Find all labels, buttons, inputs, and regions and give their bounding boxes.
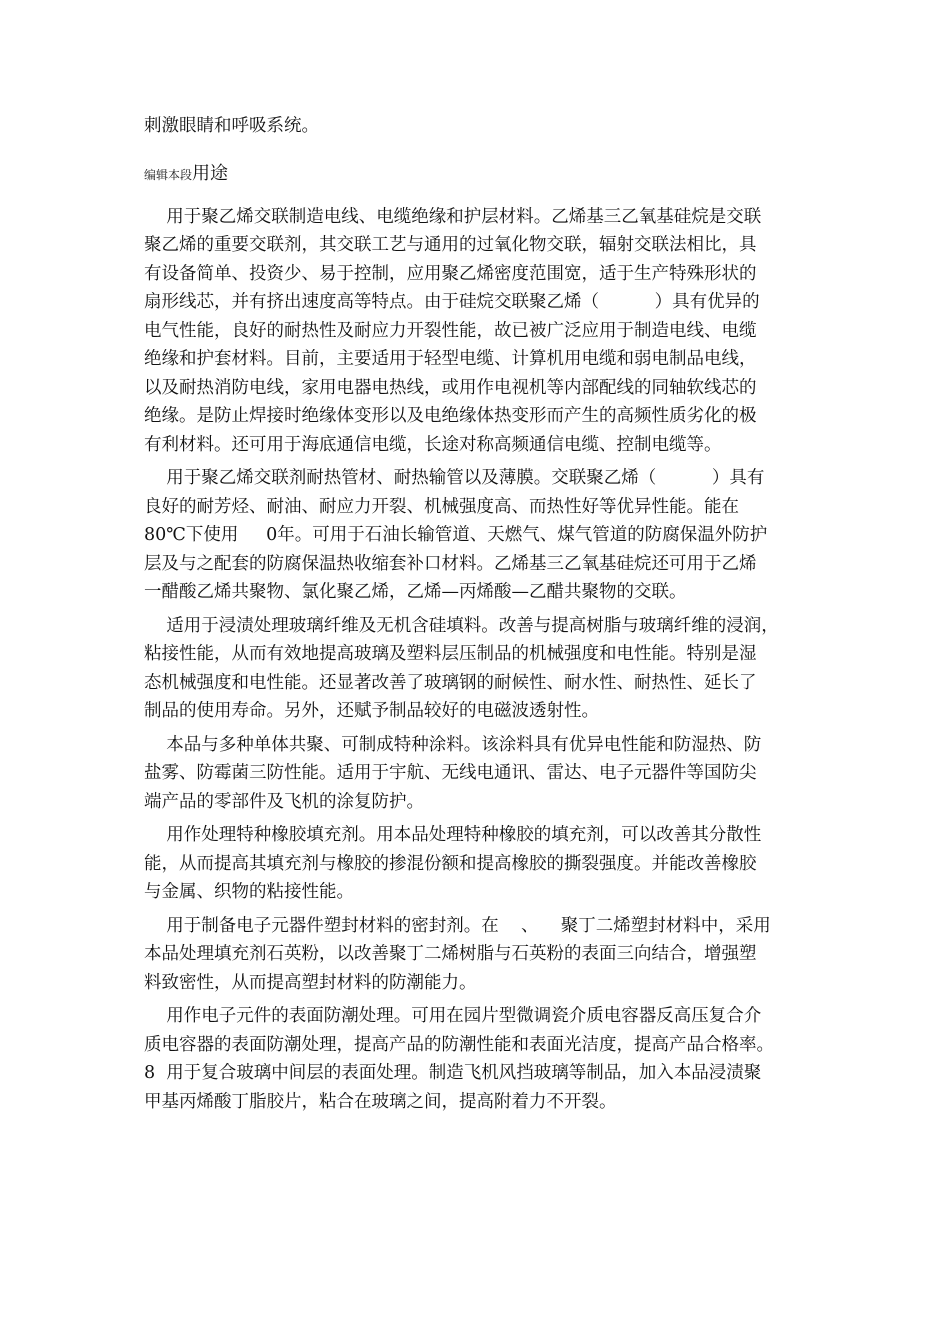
text-line: 盐雾、防霉菌三防性能。适用于宇航、无线电通讯、雷达、电子元器件等国防尖	[144, 763, 757, 783]
text-line: 聚乙烯的重要交联剂，其交联工艺与通用的过氧化物交联，辐射交联法相比，具	[144, 235, 757, 255]
text-line: 适用于浸渍处理玻璃纤维及无机含硅填料。改善与提高树脂与玻璃纤维的浸润，	[144, 615, 779, 636]
text-line: 质电容器的表面防潮处理，提高产品的防潮性能和表面光洁度，提高产品合格率。	[144, 1034, 774, 1055]
text-line: 能，从而提高其填充剂与橡胶的掺混份额和提高橡胶的撕裂强度。并能改善橡胶	[144, 853, 757, 874]
text-line: 8 用于复合玻璃中间层的表面处理。制造飞机风挡玻璃等制品，加入本品浸渍聚	[144, 1063, 762, 1083]
paragraph-3	[144, 612, 824, 726]
paragraph-7	[144, 1002, 824, 1116]
text-line: 层及与之配套的防腐保温热收缩套补口材料。乙烯基三乙氧基硅烷还可用于乙烯	[144, 553, 757, 574]
text-line: 良好的耐芳烃、耐油、耐应力开裂、机械强度高、而热性好等优异性能。能在	[144, 496, 739, 517]
text-line: 与金属、织物的粘接性能。	[144, 882, 354, 902]
text-line: 以及耐热消防电线，家用电器电热线，或用作电视机等内部配线的同轴软线芯的	[144, 377, 757, 398]
text-line: 有利材料。还可用于海底通信电缆，长途对称高频通信电缆、控制电缆等。	[144, 434, 722, 455]
text-line: 绝缘。是防止焊接时绝缘体变形以及电绝缘体热变形而产生的高频性质劣化的极	[144, 406, 757, 426]
text-line: 用作处理特种橡胶填充剂。用本品处理特种橡胶的填充剂，可以改善其分散性	[144, 825, 762, 845]
paragraph-2	[144, 464, 824, 607]
section-title: 用途	[192, 162, 229, 184]
text-line: 料致密性，从而提高塑封材料的防潮能力。	[144, 972, 477, 993]
intro-text: 刺激眼睛和呼吸系统。	[144, 116, 319, 136]
paragraph-6	[144, 912, 824, 998]
paragraph-5	[144, 821, 824, 907]
text-line: 甲基丙烯酸丁脂胶片，粘合在玻璃之间，提高附着力不开裂。	[144, 1091, 617, 1112]
document-page	[144, 112, 824, 1121]
text-line: 绝缘和护套材料。目前，主要适用于轻型电缆、计算机用电缆和弱电制品电线，	[144, 349, 757, 369]
text-line: 本品与多种单体共聚、可制成特种涂料。该涂料具有优异电性能和防湿热、防	[144, 734, 762, 755]
text-line: 用于聚乙烯交联剂耐热管材、耐热输管以及薄膜。交联聚乙烯（ ）具有	[144, 468, 765, 488]
edit-section-link[interactable]: 编辑本段	[144, 167, 193, 182]
text-line: 用于制备电子元器件塑封材料的密封剂。在 、 聚丁二烯塑封材料中，采用	[144, 915, 771, 936]
text-line: 端产品的零部件及飞机的涂复防护。	[144, 791, 424, 812]
text-line: 用作电子元件的表面防潮处理。可用在园片型微调瓷介质电容器反高压复合介	[144, 1006, 762, 1026]
text-line: 80℃下使用 0年。可用于石油长输管道、天燃气、煤气管道的防腐保温外防护	[144, 525, 768, 545]
paragraph-1	[144, 203, 824, 460]
section-heading	[144, 159, 824, 185]
text-line: 态机械强度和电性能。还显著改善了玻璃钢的耐候性、耐水性、耐热性、延长了	[144, 672, 757, 693]
text-line: 制品的使用寿命。另外，还赋予制品较好的电磁波透射性。	[144, 701, 599, 721]
text-line: 粘接性能，从而有效地提高玻璃及塑料层压制品的机械强度和电性能。特别是湿	[144, 644, 757, 664]
text-line: 本品处理填充剂石英粉，以改善聚丁二烯树脂与石英粉的表面三向结合，增强塑	[144, 944, 757, 964]
text-line: 有设备简单、投资少、易于控制，应用聚乙烯密度范围宽，适于生产特殊形状的	[144, 263, 757, 284]
paragraph-4	[144, 731, 824, 817]
text-line: 用于聚乙烯交联制造电线、电缆绝缘和护层材料。乙烯基三乙氧基硅烷是交联	[144, 206, 762, 227]
text-line: 电气性能，良好的耐热性及耐应力开裂性能，故已被广泛应用于制造电线、电缆	[144, 320, 757, 341]
text-line: 一醋酸乙烯共聚物、氯化聚乙烯，乙烯—丙烯酸—乙醋共聚物的交联。	[144, 582, 687, 602]
text-line: 扇形线芯，并有挤出速度高等特点。由于硅烷交联聚乙烯（ ）具有优异的	[144, 292, 760, 312]
